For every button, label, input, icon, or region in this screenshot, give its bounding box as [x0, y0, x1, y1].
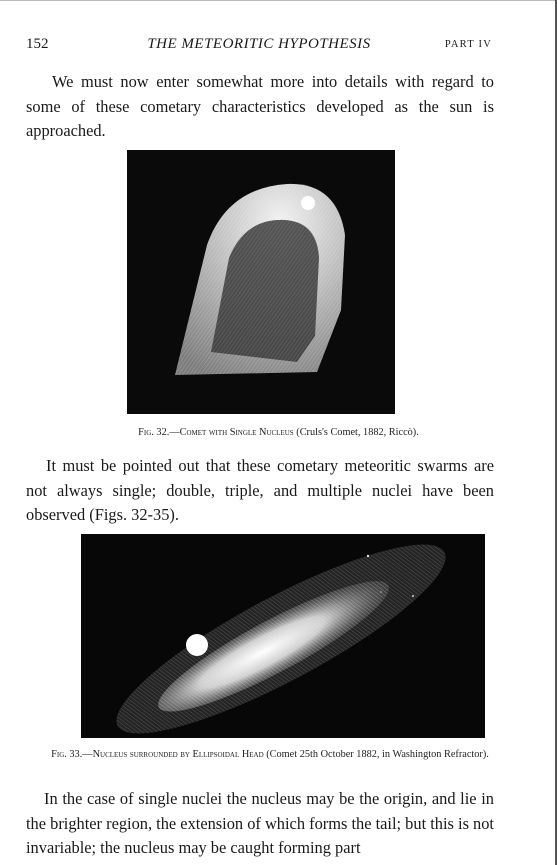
page-number: 152	[26, 36, 49, 52]
figure-32-caption: Fig. 32.—Comet with Single Nucleus (Cruls's Comet, 1882, Riccò).	[138, 427, 419, 438]
page-top-edge	[0, 0, 557, 1]
figure-32-caption-rest: (Cruls's Comet, 1882, Riccò).	[293, 427, 419, 438]
part-label: PART IV	[444, 39, 492, 50]
comet-single-nucleus-illustration	[127, 150, 395, 414]
paragraph-single-nuclei: In the case of single nuclei the nucleus may be the origin, and lie in the brighter region, the extension of which forms the tail; but this is not invariable; the nucleus may be caught forming part	[26, 789, 494, 857]
paragraph-multiple-nuclei: It must be pointed out that these cometary meteoritic swarms are not always single; double, triple, and multiple nuclei have been observed (Figs. 32-35).	[26, 456, 494, 524]
comet-ellipsoidal-head-illustration	[81, 534, 485, 738]
figure-33-caption: Fig. 33.—Nucleus surrounded by Ellipsoidal Head (Comet 25th October 1882, in Washington Refractor).	[51, 749, 489, 760]
figure-33-label: Fig. 33.	[51, 749, 83, 760]
running-title: THE METEORITIC HYPOTHESIS	[147, 36, 371, 52]
figure-33-caption-rest: (Comet 25th October 1882, in Washington Refractor).	[263, 749, 489, 760]
figure-32-title: Comet with Single Nucleus	[179, 427, 294, 438]
figure-33-title: Nucleus surrounded by Ellipsoidal Head	[92, 749, 264, 760]
paragraph-intro: We must now enter somewhat more into details with regard to some of these cometary characteristics developed as the sun is approached.	[26, 72, 494, 140]
figure-32-label: Fig. 32.	[138, 427, 170, 438]
figure-32-comet-single-nucleus	[127, 150, 395, 414]
running-header	[26, 36, 492, 58]
figure-33-nucleus-ellipsoidal-head	[81, 534, 485, 738]
